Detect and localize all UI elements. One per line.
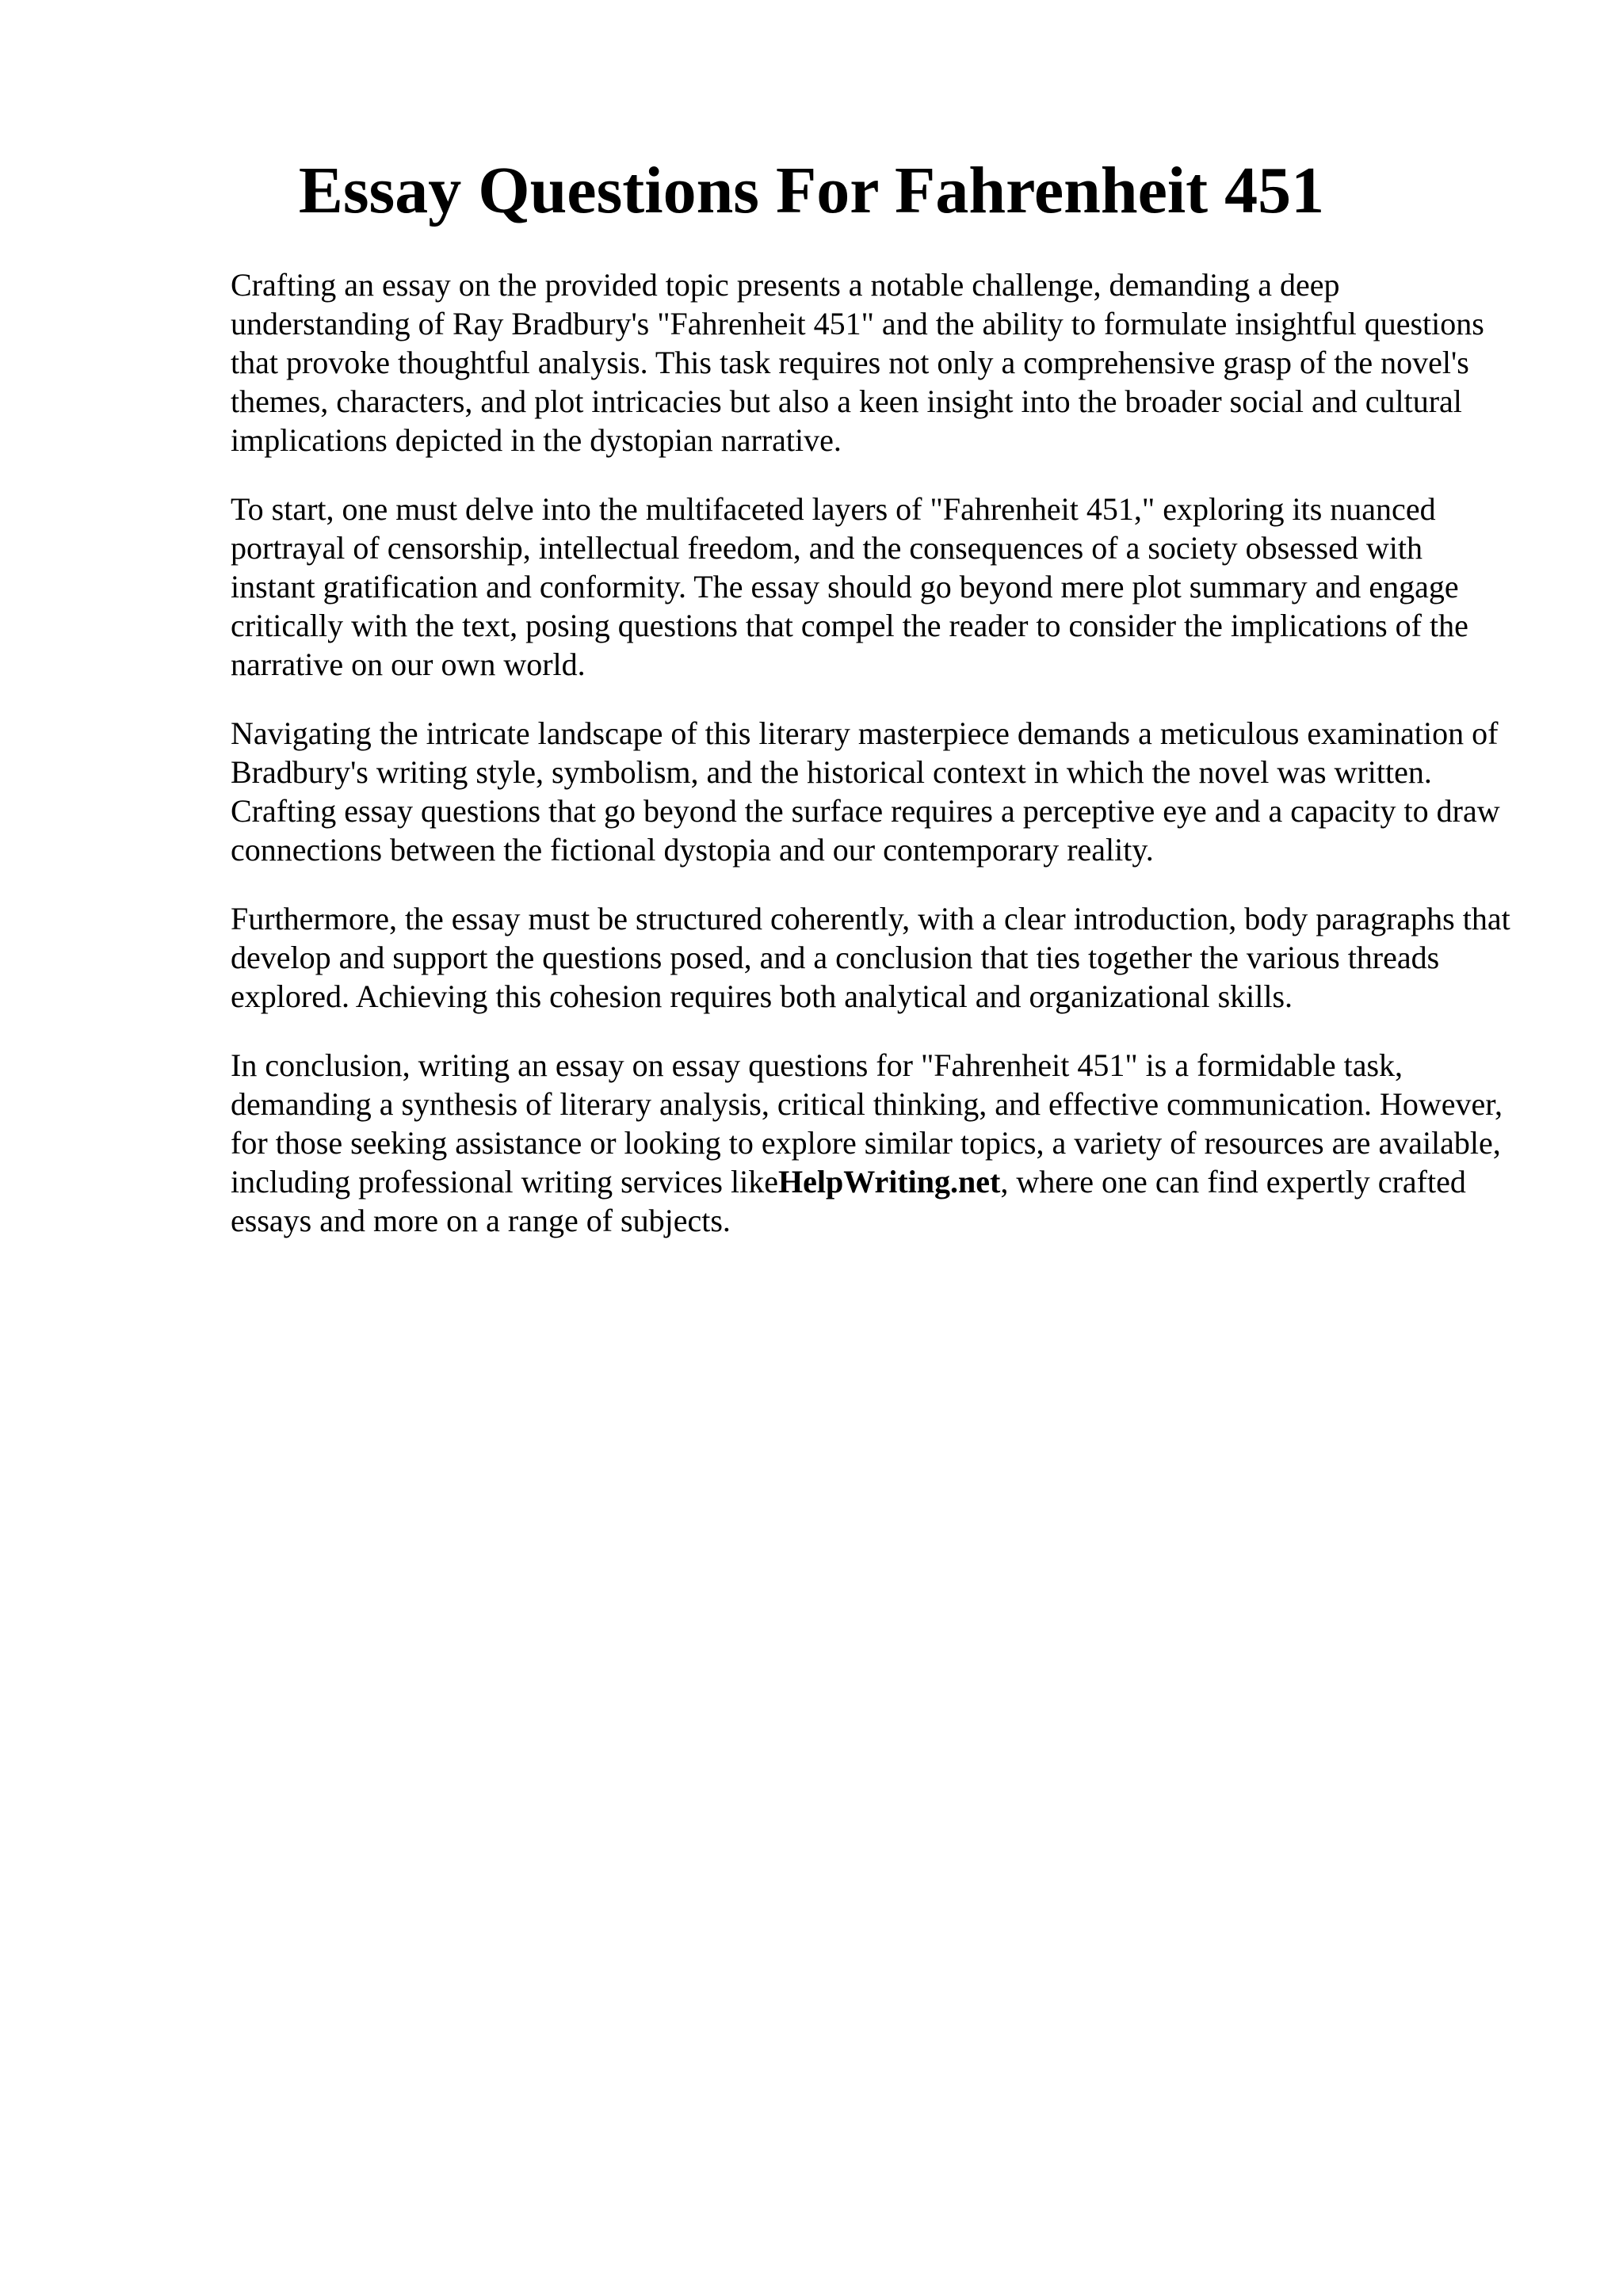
- helpwriting-link[interactable]: HelpWriting.net: [777, 1164, 1001, 1199]
- paragraph-themes: To start, one must delve into the multifaceted layers of "Fahrenheit 451," exploring its nuanced portrayal of censorship, intellectual freedom, and the consequences of a society obsessed with instant gratification and conformity. The essay should go beyond mere plot summary and engage critically with the text, posing questions that compel the reader to consider the implications of the narrative on our own world.: [231, 491, 1468, 682]
- paragraph-style: Navigating the intricate landscape of this literary masterpiece demands a meticulous examination of Bradbury's writing style, symbolism, and the historical context in which the novel was written. Crafting essay questions that go beyond the surface requires a perceptive eye and a capacity to draw connections between the fictional dystopia and our contemporary reality.: [231, 715, 1500, 868]
- page-title: Essay Questions For Fahrenheit 451: [298, 154, 1325, 227]
- document-body: [231, 265, 1514, 1270]
- paragraph-intro: Crafting an essay on the provided topic presents a notable challenge, demanding a deep understanding of Ray Bradbury's "Fahrenheit 451" and the ability to formulate insightful questions that provoke thoughtful analysis. This task requires not only a comprehensive grasp of the novel's themes, characters, and plot intricacies but also a keen insight into the broader social and cultural implications depicted in the dystopian narrative.: [231, 267, 1484, 458]
- conclusion-text-after-link: , where one can find expertly crafted essays and more on a range of subjects.: [231, 1164, 1466, 1238]
- paragraph-structure: Furthermore, the essay must be structured coherently, with a clear introduction, body paragraphs that develop and support the questions posed, and a conclusion that ties together the various threads explored. Achieving this cohesion requires both analytical and organizational skills.: [231, 901, 1510, 1014]
- paragraph-conclusion: [231, 1046, 1514, 1240]
- conclusion-text-before-link: In conclusion, writing an essay on essay questions for "Fahrenheit 451" is a formidable task, demanding a synthesis of literary analysis, critical thinking, and effective communication. However, for those seeking assistance or looking to explore similar topics, a variety of resources are available, including professional writing services like: [231, 1047, 1503, 1199]
